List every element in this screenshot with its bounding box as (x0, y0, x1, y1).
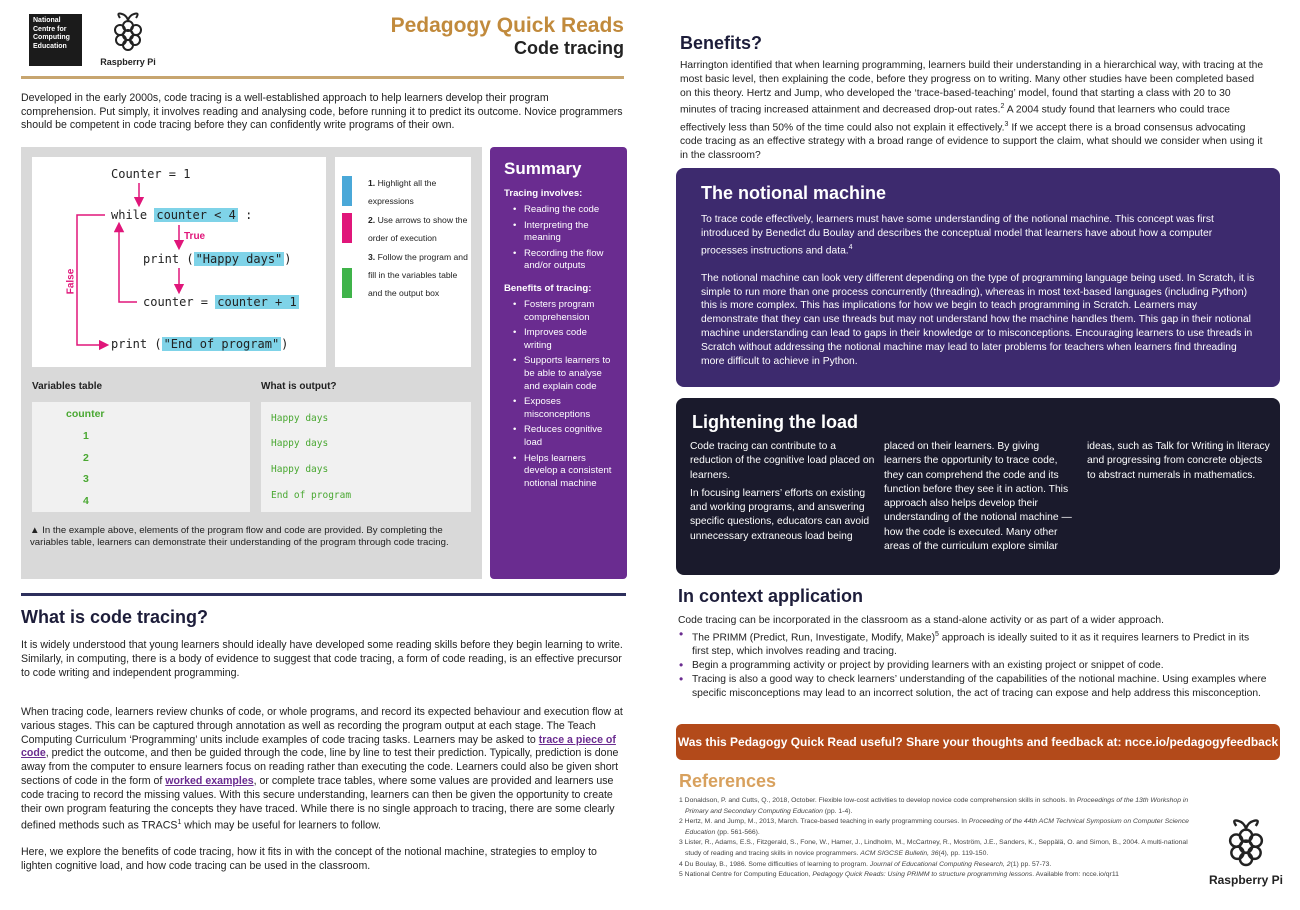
text-run: Journal of Educational Computing Research, 2 (869, 860, 1011, 868)
text-run: 1 Donaldson, P. and Cutts, Q., 2018, October. Flexible low-cost activities to develop novice code comprehension skills in schools. In (679, 797, 1077, 804)
arrow-false-exit (77, 215, 105, 345)
text-run: (pp. 1-4). (822, 807, 853, 815)
section-divider (21, 593, 626, 596)
list-item: • Interpreting the meaning (504, 220, 613, 245)
step-text: Follow the program and fill in the variables table and the output box (368, 251, 468, 299)
references-heading: References (679, 771, 777, 791)
print-happy-arg: "Happy days" (195, 252, 283, 266)
step-color-blue (342, 176, 352, 206)
footnote-ref: 2 (1000, 103, 1005, 111)
ncce-logo: National Centre for Computing Education (29, 14, 82, 66)
text-run: , or complete trace tables, where some values are provided and learners use code tracing to record the missing values. With this secure understanding, learners can then be given the opportunity to create their own program featuring the concepts they have traced. While there is no single approach to tracing, there are some clearly defined methods such as TRACS (21, 774, 615, 832)
text-run: Proceedings of the 13th Workshop in Primary and Secondary Computing Education (685, 797, 1189, 815)
assign-keyword: counter = (143, 295, 216, 309)
text-run: The PRIMM (Predict, Run, Investigate, Modify, Make) (692, 632, 936, 644)
text-run: Proceeding of the 44th ACM Technical Symposium on Computer Science Education (685, 818, 1189, 836)
feedback-banner[interactable]: Was this Pedagogy Quick Read useful? Share your thoughts and feedback at: ncce.io/pedagogyfeedback (676, 724, 1280, 760)
text-run: 4 Du Boulay, B., 1986. Some difficulties of learning to program. (679, 860, 870, 868)
text-run: approach is ideally suited to it as it requires learners to Predict in its first step, which involves reading and tracing. (692, 632, 1250, 658)
variables-table-label: Variables table (32, 381, 103, 392)
while-keyword: while (111, 208, 155, 222)
text-run: Pedagogy Quick Reads: Using PRIMM to structure programming lessons (812, 871, 1033, 879)
print-close: ) (281, 337, 289, 351)
text-run: Code tracing can contribute to a reduction of the cognitive load placed on learners. (690, 441, 875, 481)
what-paragraph-1: It is widely understood that young learners should ideally have developed some reading skills before they begin learning to write. Similarly, in computing, there is a body of evidence to suggest that code tracing, a form of code reading, is an effective precursor to code writing and independent programming. (21, 639, 623, 679)
step-item (368, 248, 468, 303)
increment-expression: counter + 1 (217, 295, 297, 309)
benefits-list (504, 299, 613, 490)
instruction-steps (368, 174, 468, 303)
what-paragraph-3: Here, we explore the benefits of code tracing, how it fits in with the concept of the notional machine, strategies to employ to lighten cognitive load, and how code tracing can be used in the classroom. (21, 846, 597, 872)
footnote-ref: 5 (935, 631, 939, 638)
what-paragraph-2 (21, 706, 626, 834)
intro-paragraph: Developed in the early 2000s, code tracing is a well-established approach to help learners develop their program comprehension. Put simply, it involves reading and analysing code, before running it to predict its outcome. Novice programmers should be competent in code tracing before they can confidently write programs of their own. (21, 92, 623, 132)
list-item: • Supports learners to be able to analyse and explain code (504, 355, 613, 393)
text-run: In focusing learners’ efforts on existing and working programs, and answering specific questions, educators can avoid unnecessary extraneous load being (690, 487, 870, 542)
footnote-ref: 4 (848, 243, 853, 251)
summary-panel (490, 147, 627, 579)
variables-table (32, 402, 250, 512)
variable-value: 2 (83, 452, 89, 464)
list-item: • Exposes misconceptions (504, 396, 613, 421)
list-item: • Tracing is also a good way to check learners’ understanding of the capabilities of the notional machine. Using examples where specific misconceptions may lead to an incorrect solution, the act of tracing can expose and help address this misconception. (678, 673, 1268, 701)
lightening-column-2: placed on their learners. By giving learners the opportunity to trace code, they can comprehend the code and its function before they see it in action. This approach also helps develop their understanding of the notional machine — how the code is executed. Many other areas of the curriculum explore similar (884, 441, 1072, 553)
reference-item (679, 870, 1199, 881)
step-color-pink (342, 213, 352, 243)
footnote-ref: 1 (177, 819, 182, 827)
reference-item (679, 817, 1199, 838)
notional-paragraph-2: The notional machine can look very different depending on the type of programming language being used. In Scratch, it is simple to run more than one process concurrently (threading), whereas in most text-based languages (including Python) this is more complex. This has implications for how we begin to teach programming in Scratch. Learners may demonstrate that they can use threads but may not understand how the machine handles them. This gap in their notional machine understanding can lead to gaps in their knowledge or to misconceptions. Encouraging learners to use threads in Scratch without addressing the notional machine may lead to later problems for teachers when learners find threading more difficult to achieve in Python. (701, 272, 1255, 367)
context-list (678, 628, 1268, 700)
step-item (368, 174, 468, 211)
text-run: Harrington identified that when learning programming, learners build their understanding in a hierarchical way, with tracing at the most basic level, then explaining the code, before they progress on to writing. Many other studies have been completed based on this theory. Hertz and Jump, who developed the ‘trace-based-teaching’ model, found that starting a class with 20 to 30 minutes of tracing increased attainment and decreased drop-out rates. (680, 60, 1264, 116)
context-intro: Code tracing can be incorporated in the classroom as a stand-alone activity or as part of a wider approach. (678, 615, 1164, 626)
output-line: Happy days (271, 438, 329, 449)
step-color-green (342, 268, 352, 298)
true-label: True (184, 231, 206, 242)
step-number: 3. (368, 251, 376, 262)
text-run: (1) pp. 57-73. (1010, 860, 1052, 868)
output-label: What is output? (261, 381, 337, 392)
variables-header: counter (66, 408, 105, 420)
raspberry-icon (110, 12, 146, 52)
text-run: If we accept there is a broad consensus advocating code tracing as an effective strategy with a broad range of evidence to support the claim, what should we consider when using it in the classroom? (680, 122, 1263, 161)
false-label: False (65, 268, 77, 295)
lightening-load-heading: Lightening the load (692, 412, 858, 432)
step-number: 2. (368, 214, 376, 225)
list-item: • Recording the flow and/or outputs (504, 248, 613, 273)
raspberry-pi-label: Raspberry Pi (100, 57, 156, 67)
step-number: 1. (368, 178, 376, 188)
reference-item (679, 796, 1199, 817)
list-item: • Reading the code (504, 204, 613, 217)
variable-value: 1 (83, 430, 89, 442)
list-item: • Improves code writing (504, 327, 613, 352)
benefits-heading: Benefits of tracing: (504, 282, 592, 294)
variable-value: 4 (83, 495, 89, 507)
notional-machine-panel (676, 168, 1280, 387)
text-run: 2 Hertz, M. and Jump, M., 2013, March. Trace-based teaching in early programming courses. In (679, 818, 969, 826)
step-text: Use arrows to show the order of execution (368, 214, 468, 244)
lightening-load-panel (676, 398, 1280, 575)
notional-paragraph-1 (701, 213, 1255, 258)
print-close: ) (284, 252, 292, 266)
page-title: Code tracing (513, 38, 624, 58)
text-run: (4), pp. 119-150. (938, 849, 989, 857)
tracing-heading: Tracing involves: (504, 188, 583, 199)
header-divider (21, 76, 624, 79)
reference-item (679, 860, 1199, 871)
list-item: • Helps learners develop a consistent notional machine (504, 453, 613, 491)
text-run: which may be useful for learners to follow. (181, 819, 381, 832)
text-run: 3 Lister, R., Adams, E.S., Fitzgerald, S., Fone, W., Hamer, J., Lindholm, M., McCartney, R., Moström, J.E., Sanders, K., Seppälä, O. and Simon, B., 2004. A multi-national study of reading and tracing skills in novice programmers. (679, 839, 1188, 857)
output-line: Happy days (271, 413, 329, 424)
output-line: Happy days (271, 464, 329, 475)
step-item (368, 211, 468, 248)
arrow-loop-back (119, 227, 137, 302)
text-run: When tracing code, learners review chunks of code, or whole programs, and record its expected behaviour and execution flow at various stages. This can be captured through annotation as well as recording the program output at each stage. The Teach Computing Curriculum ‘Programming’ units include examples of code tracing tasks. Learners may be asked to (21, 706, 623, 746)
output-line: End of program (271, 490, 352, 501)
trace-code-link[interactable]: trace a piece of code (21, 733, 616, 760)
text-run: ACM SIGCSE Bulletin, 36 (860, 849, 939, 857)
list-item: • Begin a programming activity or project by providing learners with an existing project or snippet of code. (678, 659, 1268, 673)
step-text: Highlight all the expressions (368, 178, 437, 207)
flow-arrows (32, 157, 326, 367)
raspberry-pi-logo-bottom (1206, 818, 1286, 887)
raspberry-icon (1224, 818, 1268, 868)
variable-value: 3 (83, 473, 89, 485)
worked-examples-link[interactable]: worked examples (165, 774, 254, 787)
list-item (678, 628, 1268, 659)
notional-machine-heading: The notional machine (701, 183, 887, 203)
what-is-heading: What is code tracing? (21, 607, 209, 627)
raspberry-pi-label: Raspberry Pi (1208, 873, 1284, 887)
lightening-column-3: ideas, such as Talk for Writing in literacy and progressing from concrete objects to abstract numerals in mathematics. (1087, 441, 1270, 481)
list-item: • Reduces cognitive load (504, 424, 613, 449)
raspberry-pi-logo (98, 12, 158, 70)
lightening-column-1 (690, 440, 876, 544)
tracing-list (504, 204, 613, 273)
reference-item (679, 838, 1199, 859)
code-line-counter: Counter = 1 (111, 167, 191, 181)
print-keyword: print ( (111, 337, 162, 351)
while-condition: counter < 4 (156, 208, 236, 222)
context-heading: In context application (678, 586, 864, 606)
benefits-heading: Benefits? (680, 33, 763, 53)
text-run: 5 National Centre for Computing Education, (679, 871, 813, 879)
text-run: To trace code effectively, learners must have some understanding of the notional machine. This concept was first introduced by Benedict du Boulay and describes the conceptual model that learners have about how a computer processes instructions and data. (701, 214, 1214, 257)
print-keyword: print ( (143, 252, 194, 266)
while-colon: : (237, 208, 253, 222)
series-title: Pedagogy Quick Reads (390, 14, 624, 37)
text-run: (pp. 561-566). (715, 828, 760, 836)
print-end-arg: "End of program" (163, 337, 280, 351)
references-list (679, 796, 1199, 881)
text-run: A 2004 study found that learners who could trace effectively less than 50% of the time could also not explain it effectively. (680, 104, 1230, 134)
example-note: ▲ In the example above, elements of the program flow and code are provided. By completing the variables table, learners can demonstrate their understanding of the program through code tracing. (30, 525, 449, 549)
footnote-ref: 3 (1004, 120, 1009, 128)
list-item: • Fosters program comprehension (504, 299, 613, 324)
text-run: , predict the outcome, and then be guided through the code, line by line to test their prediction. Typically, prediction is done away from the computer to ensure learners focus on reading rather than executing the code. Learners could also be given short sections of code in the form of (21, 747, 619, 787)
text-run: . Available from: ncce.io/qr11 (1032, 871, 1119, 879)
summary-title: Summary (504, 159, 582, 178)
benefits-paragraph (680, 59, 1267, 162)
